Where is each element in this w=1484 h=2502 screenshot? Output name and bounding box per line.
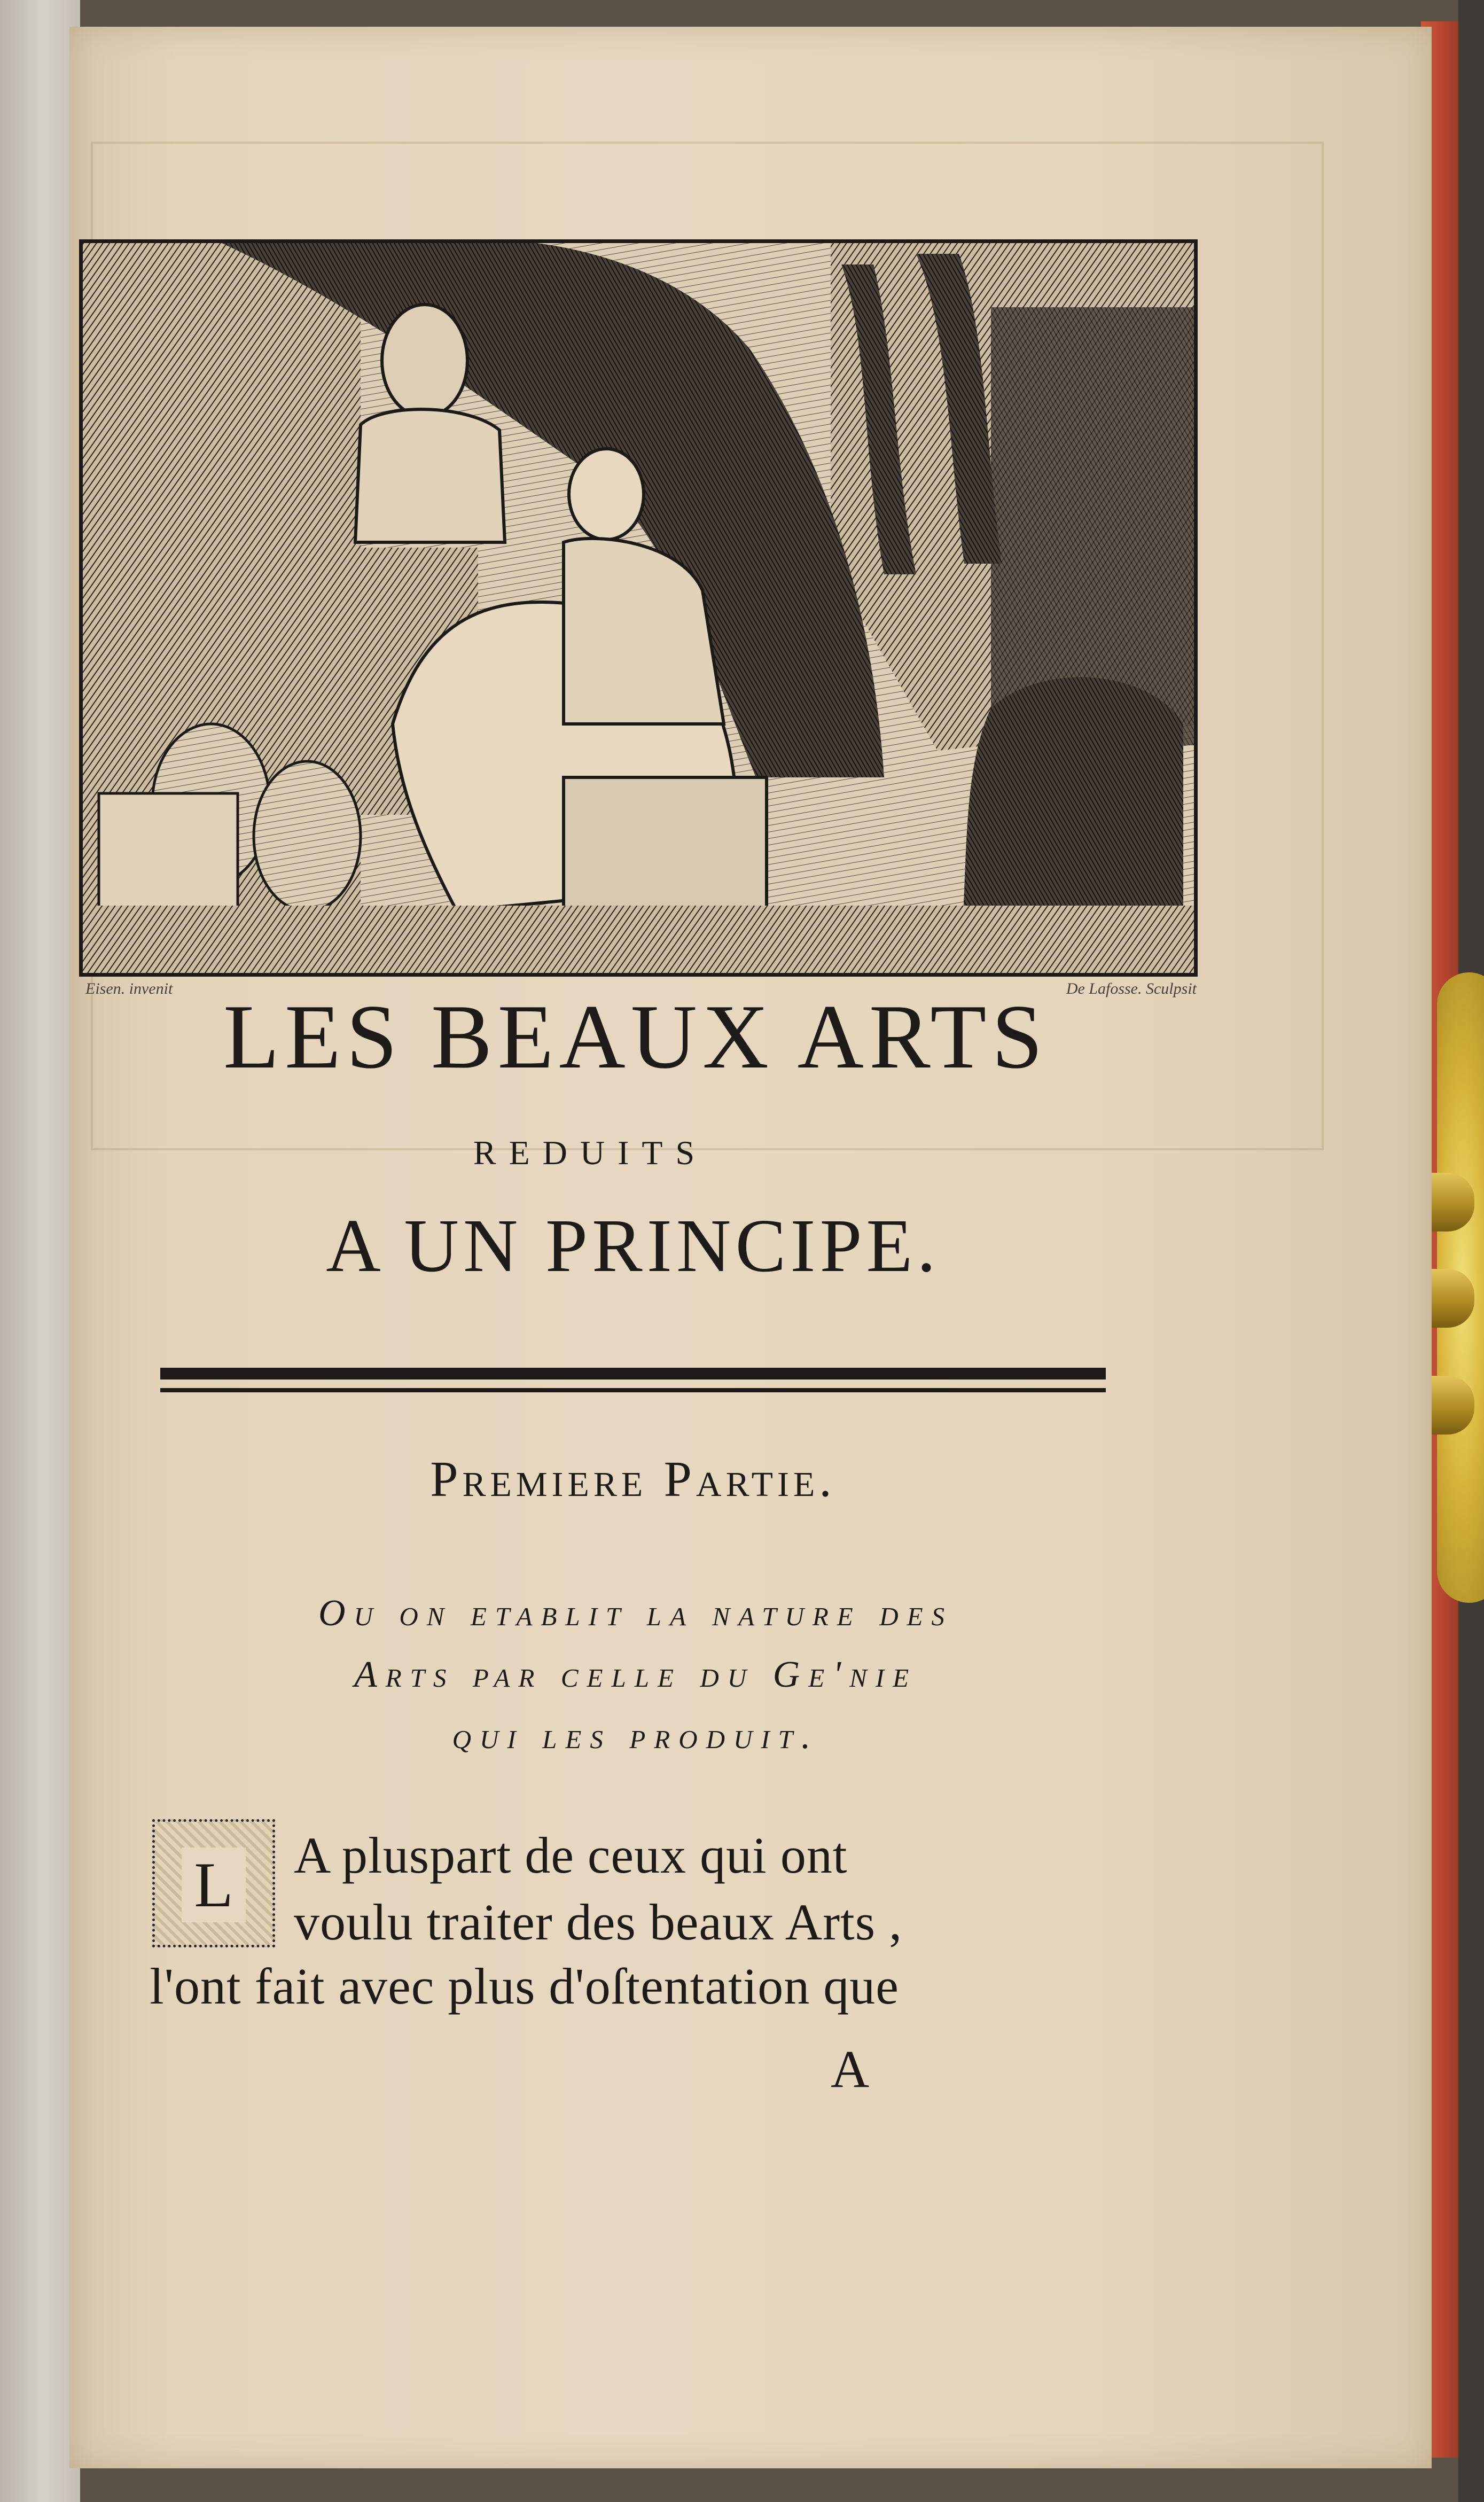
signature-mark: A	[831, 2039, 870, 2099]
title-line-3: A UN PRINCIPE.	[326, 1203, 940, 1288]
ornamental-drop-cap	[152, 1819, 275, 1947]
book-page	[69, 27, 1432, 2468]
title-line-1: LES BEAUX ARTS	[223, 986, 1049, 1088]
body-line-1: A pluspart de ceux qui ont	[294, 1827, 848, 1884]
drop-cap-letter: L	[182, 1848, 246, 1922]
ornamental-rule-thick	[160, 1368, 1106, 1379]
part-subject-line-3: qui les produit.	[452, 1716, 819, 1757]
ornamental-rule-thin	[160, 1388, 1106, 1392]
body-line-3: l'ont fait avec plus d'oſtentation que	[150, 1958, 899, 2015]
artist-credit: Eisen. invenit	[85, 980, 173, 997]
part-subject-line-2: Arts par celle du Ge'nie	[354, 1654, 918, 1695]
engraved-vignette	[79, 239, 1198, 977]
part-subject-line-1: Ou on etablit la nature des	[318, 1593, 954, 1634]
vignette-illustration	[83, 243, 1194, 973]
adjacent-book-board	[0, 0, 80, 2502]
engraver-credit: De Lafosse. Sculpsit	[1066, 980, 1197, 997]
body-line-2: voulu traiter des beaux Arts ,	[294, 1893, 903, 1951]
title-line-2: reduits	[473, 1120, 708, 1175]
part-heading: Premiere Partie.	[430, 1452, 836, 1507]
